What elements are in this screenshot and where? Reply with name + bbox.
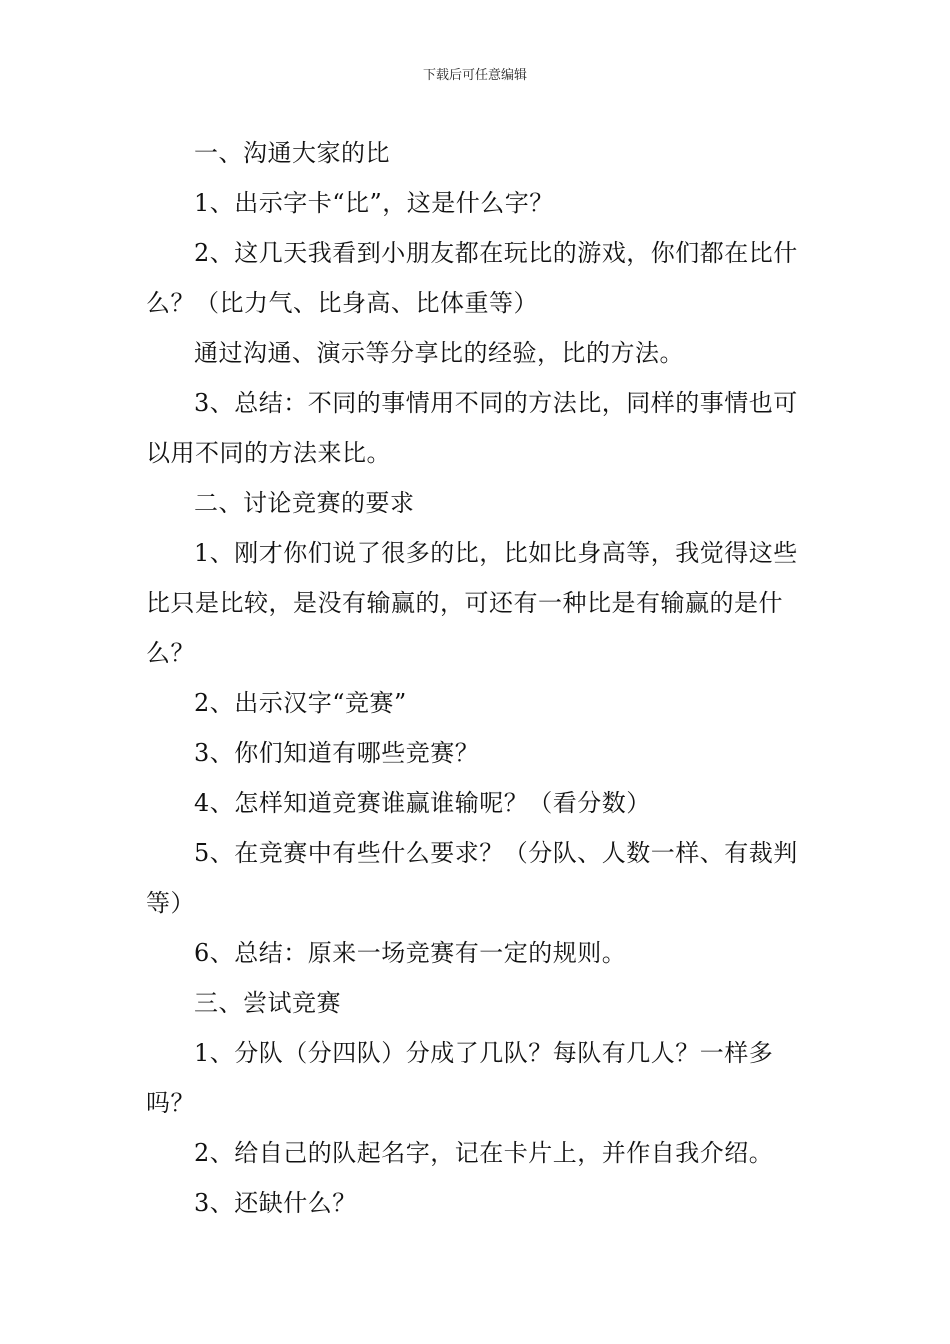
list-item: 3、还缺什么？	[194, 1189, 357, 1217]
section-heading-3: 三、尝试竞赛	[194, 989, 341, 1017]
body-paragraph: 通过沟通、演示等分享比的经验，比的方法。	[194, 339, 684, 367]
list-item: 2、出示汉字“竞赛”	[194, 689, 407, 717]
page-header-note: 下载后可任意编辑	[422, 68, 527, 83]
list-item: 1、分队（分四队）分成了几队？每队有几人？一样多吗？	[146, 1039, 774, 1117]
list-item: 5、在竞赛中有些什么要求？（分队、人数一样、有裁判等）	[146, 839, 798, 917]
list-item: 1、出示字卡“比”，这是什么字？	[194, 189, 554, 217]
list-item: 3、总结：不同的事情用不同的方法比，同样的事情也可以用不同的方法来比。	[146, 389, 798, 467]
list-item: 1、刚才你们说了很多的比，比如比身高等，我觉得这些比只是比较，是没有输赢的，可还有一种比是有输赢的是什么？	[146, 539, 798, 667]
list-item: 2、给自己的队起名字，记在卡片上，并作自我介绍。	[194, 1139, 774, 1167]
list-item: 2、这几天我看到小朋友都在玩比的游戏，你们都在比什么？（比力气、比身高、比体重等）	[146, 239, 798, 317]
section-heading-2: 二、讨论竞赛的要求	[194, 489, 415, 517]
list-item: 6、总结：原来一场竞赛有一定的规则。	[194, 939, 627, 967]
list-item: 3、你们知道有哪些竞赛？	[194, 739, 480, 767]
section-heading-1: 一、沟通大家的比	[194, 139, 390, 167]
list-item: 4、怎样知道竞赛谁赢谁输呢？（看分数）	[194, 789, 651, 817]
document-body	[146, 128, 806, 1228]
